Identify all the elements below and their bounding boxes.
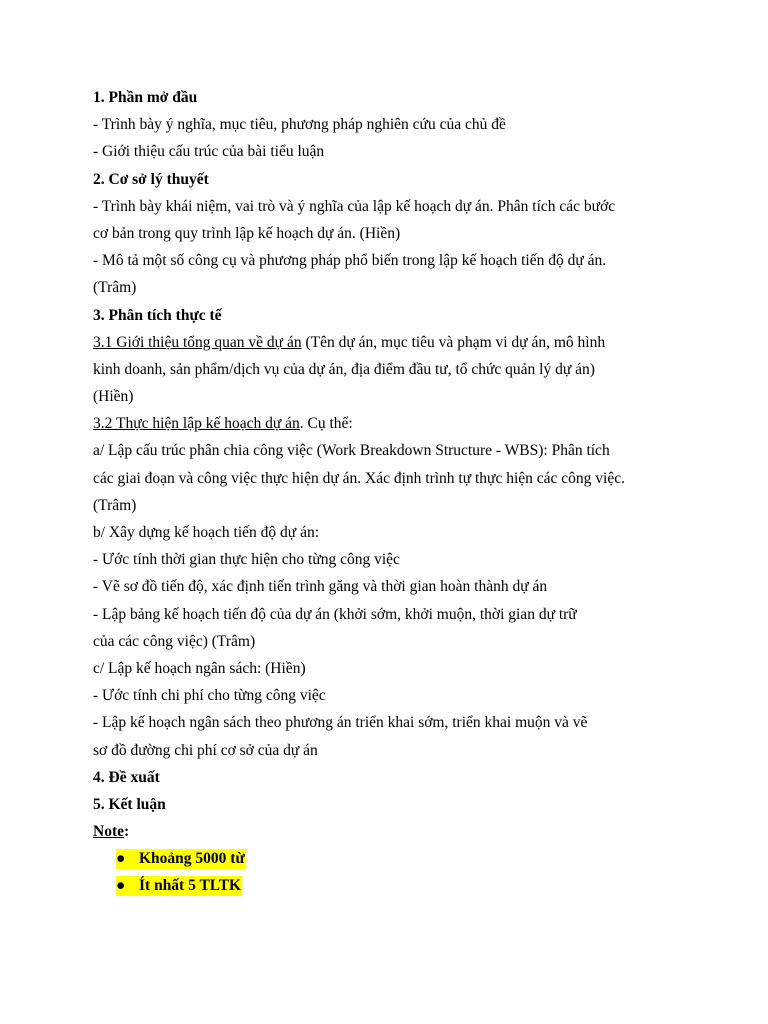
item-b-line-1: b/ Xây dựng kế hoạch tiến độ dự án: bbox=[93, 524, 319, 541]
item-b-line-2: - Ước tính thời gian thực hiện cho từng công việc bbox=[93, 551, 400, 569]
section-3-2-rest: . Cụ thể: bbox=[299, 415, 353, 433]
section-5-title: 5. Kết luận bbox=[93, 795, 166, 813]
note-item-highlight bbox=[116, 876, 242, 896]
note-item-highlight bbox=[116, 849, 246, 869]
section-3-title: 3. Phân tích thực tế bbox=[93, 306, 222, 324]
item-b-line-3: - Vẽ sơ đồ tiến độ, xác định tiến trình găng và thời gian hoàn thành dự án bbox=[93, 578, 548, 596]
bullet-icon: ● bbox=[116, 850, 126, 868]
note-bullet-item bbox=[93, 845, 693, 872]
section-1-title: 1. Phần mở đầu bbox=[93, 89, 198, 106]
note-heading bbox=[93, 818, 693, 845]
section-3-2-line-1 bbox=[93, 410, 693, 437]
section-3-1-heading: 3.1 Giới thiệu tổng quan về dự án bbox=[93, 333, 302, 351]
section-3-1-rest: (Tên dự án, mục tiêu và phạm vi dự án, mô hình bbox=[301, 333, 606, 351]
item-c-line-4: sơ đồ đường chi phí cơ sở của dự án bbox=[93, 741, 318, 759]
section-2-line-2a: - Mô tả một số công cụ và phương pháp phổ biến trong lập kế hoạch tiến độ dự án. bbox=[93, 252, 607, 270]
item-b-line-4: - Lập bảng kế hoạch tiến độ của dự án (khởi sớm, khởi muộn, thời gian dự trữ bbox=[93, 605, 577, 623]
item-c-line-2: - Ước tính chi phí cho từng công việc bbox=[93, 687, 326, 705]
note-label: Note bbox=[93, 823, 124, 841]
note-item-text: Khoảng 5000 từ bbox=[139, 850, 245, 868]
item-a-line-3: (Trâm) bbox=[93, 496, 137, 514]
section-2-line-1a: - Trình bày khái niệm, vai trò và ý nghĩa của lập kế hoạch dự án. Phân tích các bước bbox=[93, 197, 616, 215]
section-2-line-1b: cơ bản trong quy trình lập kế hoạch dự án. (Hiền) bbox=[93, 224, 401, 242]
item-b-line-5: của các công việc) (Trâm) bbox=[93, 632, 256, 650]
section-2-title: 2. Cơ sở lý thuyết bbox=[93, 170, 209, 188]
item-a-line-1: a/ Lập cấu trúc phân chia công việc (Work Breakdown Structure - WBS): Phân tích bbox=[93, 442, 610, 460]
bullet-icon: ● bbox=[116, 877, 126, 895]
section-1-line-2: - Giới thiệu cấu trúc của bài tiểu luận bbox=[93, 143, 325, 161]
section-3-1-line-3: (Hiền) bbox=[93, 388, 134, 406]
item-a-line-2: các giai đoạn và công việc thực hiện dự án. Xác định trình tự thực hiện các công việc. bbox=[93, 469, 625, 487]
section-3-2-heading: 3.2 Thực hiện lập kế hoạch dự án bbox=[93, 415, 300, 433]
item-c-line-3: - Lập kế hoạch ngân sách theo phương án triển khai sớm, triển khai muộn và vẽ bbox=[93, 714, 588, 732]
section-2-line-2b: (Trâm) bbox=[93, 279, 137, 297]
note-colon: : bbox=[124, 823, 130, 841]
document-body bbox=[93, 84, 693, 900]
note-item-text: Ít nhất 5 TLTK bbox=[139, 877, 242, 895]
section-4-title: 4. Đề xuất bbox=[93, 768, 160, 786]
item-c-line-1: c/ Lập kế hoạch ngân sách: (Hiền) bbox=[93, 659, 306, 677]
note-bullet-item bbox=[93, 872, 693, 899]
section-3-1-line-2: kinh doanh, sản phẩm/dịch vụ của dự án, địa điểm đầu tư, tổ chức quản lý dự án) bbox=[93, 360, 595, 378]
section-3-1-line-1 bbox=[93, 329, 693, 356]
section-1-line-1: - Trình bày ý nghĩa, mục tiêu, phương pháp nghiên cứu của chủ đề bbox=[93, 116, 506, 134]
